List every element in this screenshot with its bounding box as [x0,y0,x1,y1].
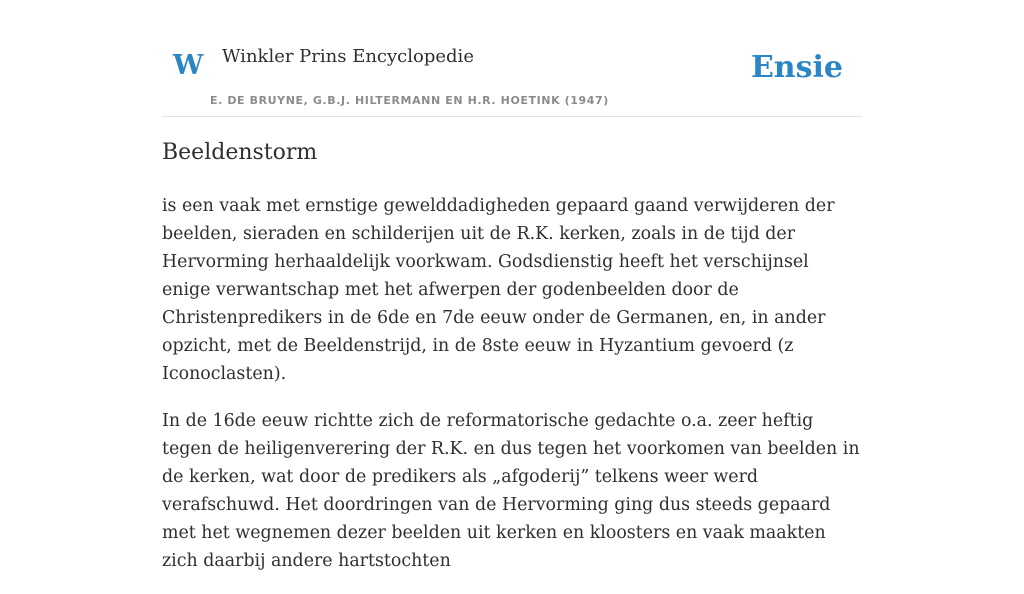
entry-content [162,192,862,594]
paragraph: In de 16de eeuw richtte zich de reformatorische gedachte o.a. zeer heftig tegen de heiligenverering der R.K. en dus tegen het voorkomen van beelden in de kerken, wat door de predikers als „afgoderij” telkens weer werd verafschuwd. Het doordringen van de Hervorming ging dus steeds gepaard met het wegnemen dezer beelden uit kerken en kloosters en vaak maakten zich daarbij andere hartstochten [162,411,860,571]
site-title[interactable]: Winkler Prins Encyclopedie [222,46,474,67]
ensie-logo[interactable]: Ensie [750,50,843,85]
header [162,0,862,117]
entry-title: Beeldenstorm [162,140,318,165]
authors-byline: E. DE BRUYNE, G.B.J. HILTERMANN EN H.R. HOETINK (1947) [210,94,609,107]
page [162,0,862,571]
winkler-prins-logo[interactable]: W [173,50,204,81]
paragraph: is een vaak met ernstige gewelddadigheden gepaard gaand verwijderen der beelden, sieraden en schilderijen uit de R.K. kerken, zoals in de tijd der Hervorming herhaaldelijk voorkwam. Godsdienstig heeft het verschijnsel enige verwantschap met het afwerpen der godenbeelden door de Christenpredikers in de 6de en 7de eeuw onder de Germanen, en, in ander opzicht, met de Beeldenstrijd, in de 8ste eeuw in Hyzantium gevoerd (z Iconoclasten). [162,196,835,384]
